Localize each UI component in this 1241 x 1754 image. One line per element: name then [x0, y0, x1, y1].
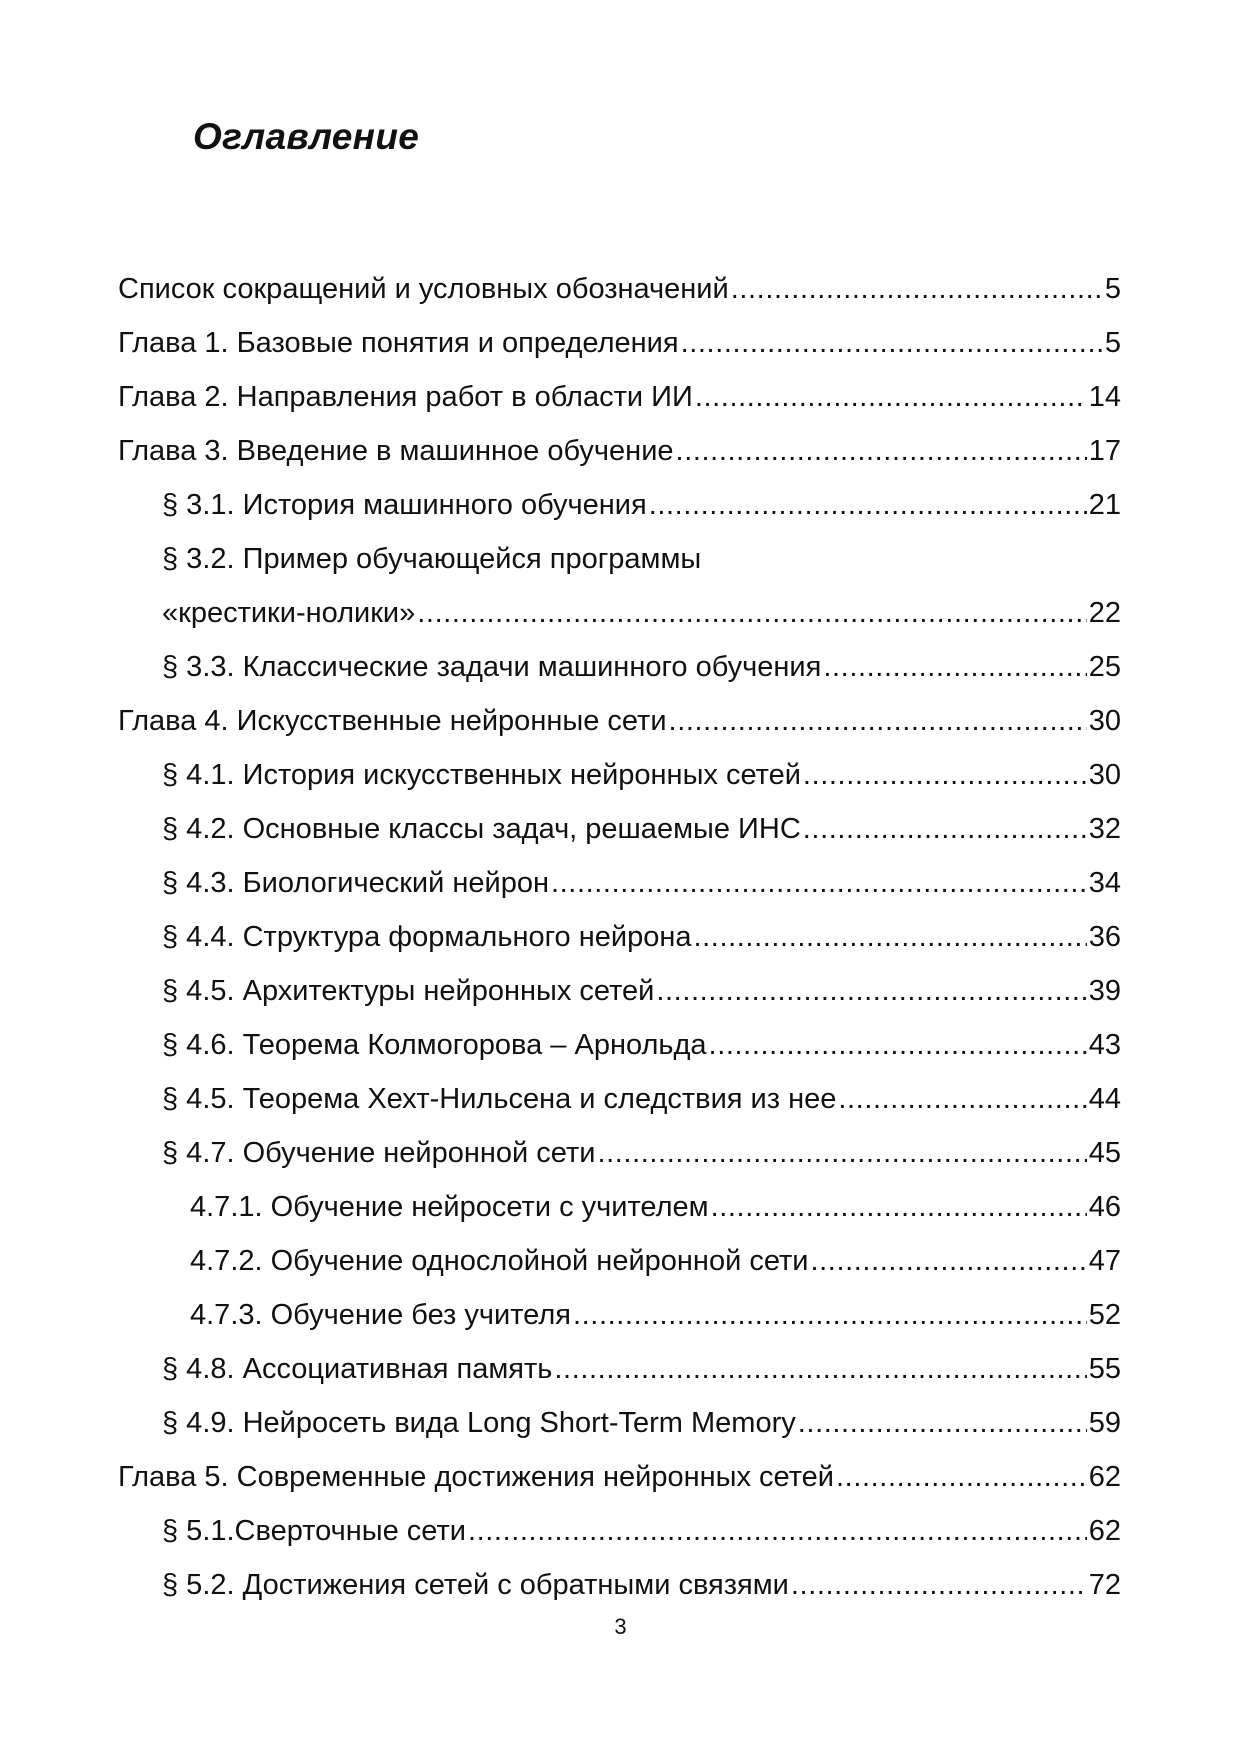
toc-dot-leader — [551, 856, 1087, 910]
toc-title: Оглавление — [193, 116, 420, 157]
toc-entry[interactable] — [0, 1396, 1241, 1450]
toc-dot-leader — [803, 748, 1087, 802]
toc-dot-leader — [695, 370, 1087, 424]
toc-dot-leader — [468, 1504, 1087, 1558]
toc-dot-leader — [838, 1072, 1086, 1126]
toc-list — [0, 262, 1241, 1612]
toc-entry[interactable] — [0, 694, 1241, 748]
toc-dot-leader — [573, 1288, 1087, 1342]
toc-dot-leader — [649, 478, 1087, 532]
toc-entry-page: 62 — [1088, 1515, 1121, 1547]
toc-entry-page: 45 — [1088, 1137, 1121, 1169]
toc-entry-text: § 4.4. Структура формального нейрона — [162, 921, 692, 953]
toc-entry-page: 14 — [1088, 381, 1121, 413]
toc-entry[interactable] — [0, 478, 1241, 532]
toc-entry[interactable] — [0, 802, 1241, 856]
toc-entry[interactable] — [0, 370, 1241, 424]
toc-entry-text: 4.7.2. Обучение однослойной нейронной сети — [190, 1245, 809, 1277]
toc-dot-leader — [810, 1234, 1086, 1288]
toc-entry[interactable] — [0, 1558, 1241, 1612]
toc-entry-text: Глава 3. Введение в машинное обучение — [118, 435, 674, 467]
toc-entry[interactable] — [0, 748, 1241, 802]
toc-entry[interactable] — [0, 964, 1241, 1018]
toc-entry-page: 32 — [1088, 813, 1121, 845]
toc-entry[interactable] — [0, 1072, 1241, 1126]
toc-entry-page: 30 — [1088, 759, 1121, 791]
toc-entry-page: 59 — [1088, 1407, 1121, 1439]
toc-entry[interactable] — [0, 1126, 1241, 1180]
toc-entry[interactable] — [0, 1234, 1241, 1288]
toc-entry-page: 30 — [1088, 705, 1121, 737]
toc-entry-page: 25 — [1088, 651, 1121, 683]
toc-entry-text: Глава 2. Направления работ в области ИИ — [118, 381, 693, 413]
toc-dot-leader — [823, 640, 1086, 694]
toc-entry-text: § 4.7. Обучение нейронной сети — [162, 1137, 596, 1169]
toc-entry-text: Глава 5. Современные достижения нейронных сетей — [118, 1461, 835, 1493]
toc-entry-text: Список сокращений и условных обозначений — [118, 273, 729, 305]
toc-entry-text: § 3.1. История машинного обучения — [162, 489, 647, 521]
toc-dot-leader — [693, 910, 1086, 964]
toc-dot-leader — [676, 424, 1087, 478]
toc-entry-text: § 5.2. Достижения сетей с обратными связями — [162, 1569, 789, 1601]
toc-entry-page: 22 — [1088, 597, 1121, 629]
toc-entry[interactable] — [0, 1288, 1241, 1342]
toc-dot-leader — [417, 586, 1086, 640]
toc-entry-text: § 3.2. Пример обучающейся программы — [162, 543, 702, 575]
toc-dot-leader — [803, 802, 1087, 856]
toc-entry[interactable] — [0, 1180, 1241, 1234]
toc-entry-page: 21 — [1088, 489, 1121, 521]
toc-entry[interactable] — [0, 1450, 1241, 1504]
toc-dot-leader — [554, 1342, 1086, 1396]
toc-entry-text: § 3.3. Классические задачи машинного обучения — [162, 651, 822, 683]
toc-entry-text: «крестики-нолики» — [162, 597, 416, 629]
toc-entry-page: 39 — [1088, 975, 1121, 1007]
toc-entry-page: 46 — [1088, 1191, 1121, 1223]
toc-entry[interactable] — [0, 1504, 1241, 1558]
toc-entry-text: § 4.1. История искусственных нейронных сетей — [162, 759, 801, 791]
toc-entry-page: 34 — [1088, 867, 1121, 899]
toc-entry-page: 72 — [1088, 1569, 1121, 1601]
toc-entry-text: 4.7.3. Обучение без учителя — [190, 1299, 571, 1331]
toc-entry-text: Глава 4. Искусственные нейронные сети — [118, 705, 667, 737]
toc-entry-page: 55 — [1088, 1353, 1121, 1385]
toc-entry-page: 62 — [1088, 1461, 1121, 1493]
toc-entry-text: § 5.1.Сверточные сети — [162, 1515, 466, 1547]
toc-entry[interactable] — [0, 532, 1241, 586]
toc-dot-leader — [711, 1180, 1087, 1234]
toc-dot-leader — [798, 1396, 1087, 1450]
toc-dot-leader — [791, 1558, 1087, 1612]
toc-dot-leader — [597, 1126, 1086, 1180]
toc-dot-leader — [709, 1018, 1087, 1072]
toc-entry-page: 44 — [1088, 1083, 1121, 1115]
toc-dot-leader — [669, 694, 1087, 748]
toc-entry[interactable] — [0, 424, 1241, 478]
page-number: 3 — [614, 1614, 627, 1639]
toc-entry-text: § 4.5. Архитектуры нейронных сетей — [162, 975, 655, 1007]
toc-entry[interactable] — [0, 262, 1241, 316]
toc-entry[interactable] — [0, 586, 1241, 640]
toc-entry-page: 17 — [1088, 435, 1121, 467]
toc-entry-text: § 4.9. Нейросеть вида Long Short-Term Memory — [162, 1407, 796, 1439]
toc-entry[interactable] — [0, 640, 1241, 694]
toc-entry-page: 5 — [1104, 273, 1121, 305]
toc-entry[interactable] — [0, 316, 1241, 370]
toc-entry-page: 47 — [1088, 1245, 1121, 1277]
toc-entry[interactable] — [0, 856, 1241, 910]
toc-entry-page: 5 — [1104, 327, 1121, 359]
toc-dot-leader — [836, 1450, 1087, 1504]
toc-entry[interactable] — [0, 910, 1241, 964]
toc-entry-text: Глава 1. Базовые понятия и определения — [118, 327, 679, 359]
toc-entry-page: 36 — [1088, 921, 1121, 953]
toc-entry-text: § 4.5. Теорема Хехт-Нильсена и следствия из нее — [162, 1083, 837, 1115]
toc-dot-leader — [656, 964, 1086, 1018]
toc-entry-text: § 4.2. Основные классы задач, решаемые ИНС — [162, 813, 801, 845]
toc-entry-text: § 4.8. Ассоциативная память — [162, 1353, 553, 1385]
toc-dot-leader — [731, 262, 1103, 316]
toc-entry-text: 4.7.1. Обучение нейросети с учителем — [190, 1191, 709, 1223]
toc-entry-text: § 4.3. Биологический нейрон — [162, 867, 549, 899]
toc-entry-text: § 4.6. Теорема Колмогорова – Арнольда — [162, 1029, 707, 1061]
toc-entry-page: 52 — [1088, 1299, 1121, 1331]
toc-entry[interactable] — [0, 1342, 1241, 1396]
toc-entry[interactable] — [0, 1018, 1241, 1072]
toc-dot-leader — [681, 316, 1103, 370]
toc-entry-page: 43 — [1088, 1029, 1121, 1061]
